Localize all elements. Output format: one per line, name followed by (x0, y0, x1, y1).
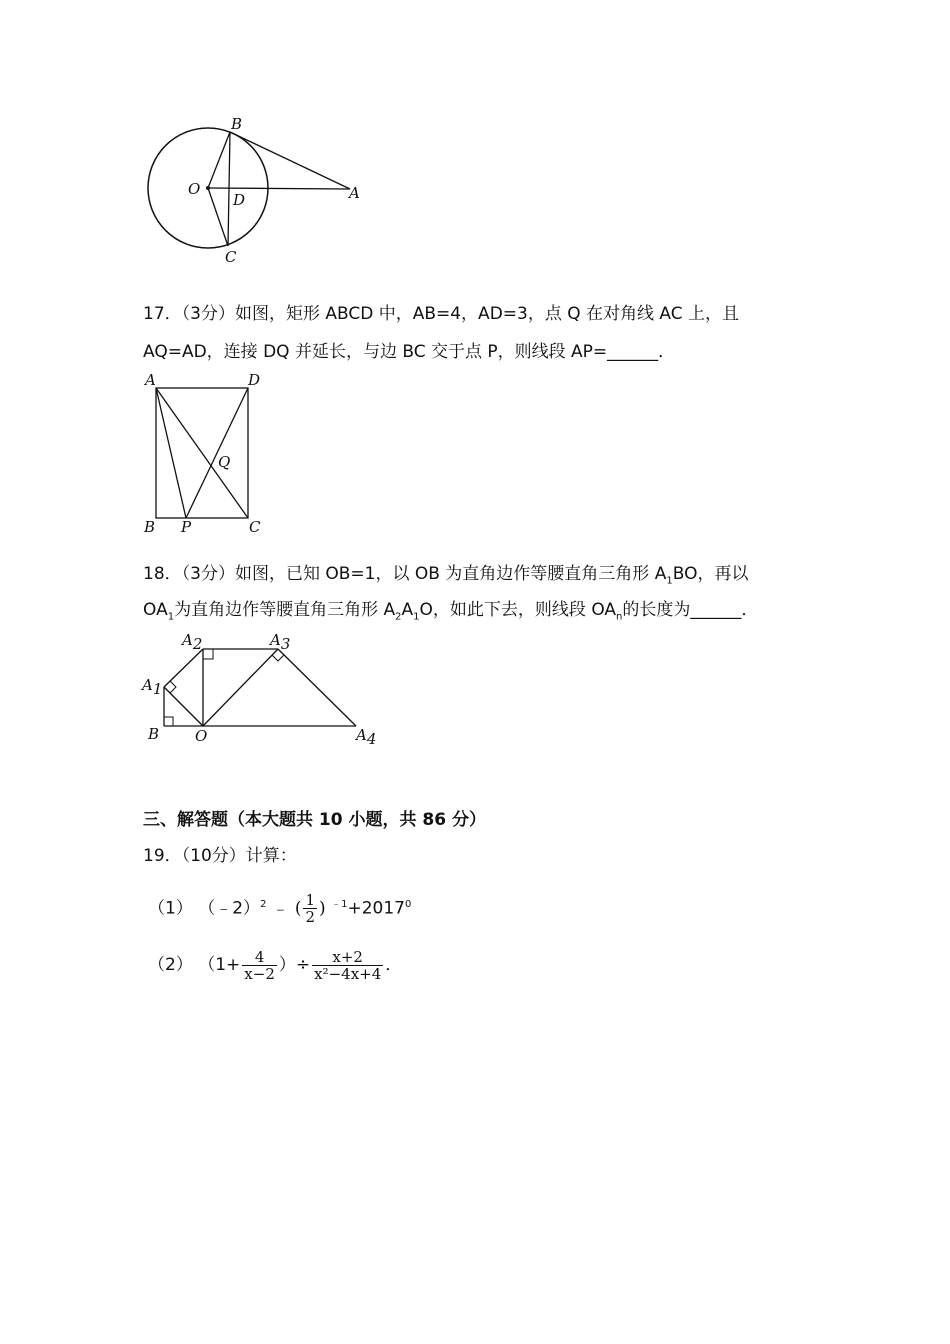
fraction-denominator: x−2 (244, 964, 275, 983)
fraction-2 (312, 949, 383, 982)
part-label: （1） (148, 898, 193, 919)
circle-tangent-figure (140, 112, 380, 272)
fraction-numerator: x+2 (332, 947, 363, 966)
label-b: B (144, 518, 156, 536)
q17-line2: AQ=AD，连接 DQ 并延长，与边 BC 交于点 P，则线段 AP=______． (143, 342, 676, 362)
expr-plus-term: +2017 (347, 898, 405, 919)
segment-ob (208, 132, 230, 188)
label-q: Q (218, 453, 231, 471)
q18-text: 的长度为______． (622, 600, 759, 620)
isosceles-triangles-figure (140, 628, 380, 748)
q18-text: A (401, 600, 414, 620)
label-p: P (181, 518, 192, 536)
label-b: B (148, 725, 160, 743)
label-a2: A2 (182, 631, 203, 653)
label-a3: A3 (270, 631, 291, 653)
segment-oa3 (203, 649, 278, 726)
q18-text: BO，再以 (672, 564, 749, 584)
right-angle-a1 (170, 681, 176, 693)
expr-paren: ( (294, 898, 302, 919)
segment-oc (208, 188, 228, 246)
fraction-numerator: 4 (254, 947, 265, 966)
fraction-half (303, 892, 317, 925)
right-angle-a3 (272, 655, 284, 661)
label-c: C (249, 518, 261, 536)
q18-sub: 1 (413, 611, 420, 623)
label-a4: A4 (356, 726, 377, 748)
q17-line1: 17．（3分）如图，矩形 ABCD 中，AB=4，AD=3，点 Q 在对角线 AC 上，且 (143, 304, 740, 324)
fraction-1 (242, 949, 277, 982)
q18-line2 (143, 599, 758, 628)
expr-close: ）÷ (278, 955, 311, 975)
label-d: D (248, 371, 261, 389)
label-o: O (188, 180, 201, 198)
expr-exponent: ﹣1 (331, 899, 348, 910)
label-a: A (145, 371, 156, 389)
label-a1: A1 (142, 676, 163, 698)
expr-end: ． (385, 955, 403, 975)
segment-dp (186, 388, 248, 518)
expr-open: （1+ (198, 955, 241, 975)
rectangle-figure (140, 368, 270, 538)
q18-sub: n (616, 611, 623, 623)
q19-intro: 19．（10分）计算： (143, 846, 297, 866)
right-angle-b (164, 717, 173, 726)
q19-part2 (148, 945, 402, 985)
label-o: O (195, 727, 208, 745)
q18-text: 为直角边作等腰直角三角形 A (174, 600, 396, 620)
segment-a3a4 (278, 649, 356, 726)
q18-text: OA (143, 600, 168, 620)
expr-paren: ) (319, 898, 326, 919)
label-c: C (225, 248, 237, 266)
q18-text: 18．（3分）如图，已知 OB=1，以 OB 为直角边作等腰直角三角形 A (143, 564, 667, 584)
q18-sub: 2 (395, 611, 402, 623)
tangent-ba (230, 132, 350, 189)
q18-line1 (143, 563, 748, 592)
center-dot (206, 186, 210, 190)
label-b: B (231, 115, 243, 133)
q19-part1 (148, 888, 411, 926)
q18-text: O，如此下去，则线段 OA (419, 600, 617, 620)
expr-exponent: 0 (404, 899, 412, 910)
segment-ap (156, 388, 186, 518)
fraction-denominator: x²−4x+4 (314, 964, 382, 983)
right-angle-a2 (203, 649, 213, 659)
expr-exponent: 2 (260, 899, 267, 910)
section-heading: 三、解答题（本大题共 10 小题，共 86 分） (143, 810, 486, 830)
expr-minus: ﹣ (271, 898, 289, 919)
diagonal-ac (156, 388, 248, 518)
chord-bc (228, 132, 230, 246)
q18-sub: 1 (167, 611, 175, 623)
label-a: A (349, 184, 360, 202)
fraction-denominator: 2 (305, 908, 316, 927)
q18-sub: 1 (666, 575, 673, 587)
part-label: （2） (148, 955, 193, 975)
fraction-numerator: 1 (305, 891, 316, 910)
expr-base: （﹣2） (198, 898, 261, 919)
label-d: D (233, 191, 246, 209)
